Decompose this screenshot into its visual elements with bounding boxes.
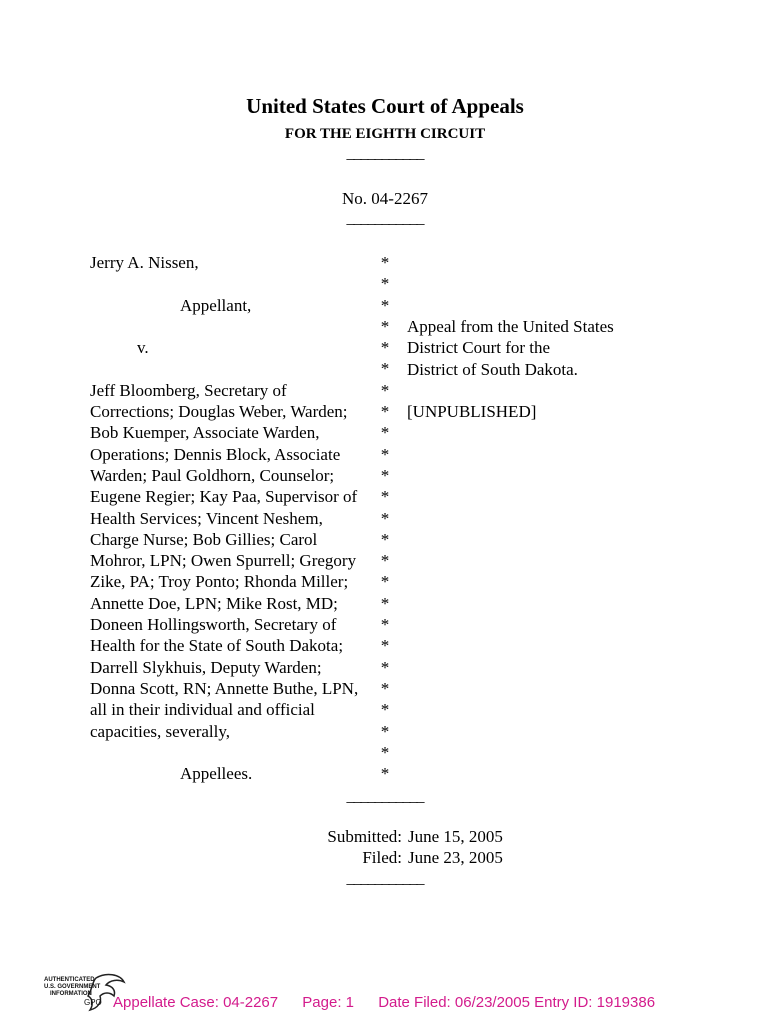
footer-date-filed: Date Filed: 06/23/2005 Entry ID: 1919386 [378,994,656,1011]
unpublished-label: [UNPUBLISHED] [407,402,537,422]
caption-versus: v. [137,338,149,358]
caption-star: * [380,700,390,720]
caption-role: Appellees. [180,764,253,784]
logo-gpo-mark: GPO [84,998,102,1007]
caption-line: Health for the State of South Dakota; [90,636,344,656]
divider-rule: ___________ [346,145,424,162]
appeal-line [407,380,614,401]
caption-line [90,742,358,763]
ecf-footer [113,994,675,1011]
caption-role: Appellant, [180,295,252,315]
appeal-line: District of South Dakota. [407,359,578,379]
divider-rule: ___________ [346,210,424,227]
caption-line: Bob Kuemper, Associate Warden, [90,423,320,443]
caption-line: Warden; Paul Goldhorn, Counselor; [90,465,335,485]
caption-line: Eugene Regier; Kay Paa, Supervisor of [90,487,358,507]
caption-star: * [380,423,390,443]
caption-star: * [380,274,390,294]
caption-star: * [380,657,390,677]
caption-star: * [380,721,390,741]
divider-rule: ___________ [346,870,424,887]
filing-dates [0,826,770,869]
caption-star-column [380,252,390,784]
caption-star: * [380,593,390,613]
caption-star: * [380,338,390,358]
caption-line: Darrell Slykhuis, Deputy Warden; [90,657,322,677]
caption-star: * [380,465,390,485]
caption-star: * [380,615,390,635]
caption-star: * [380,402,390,422]
appeal-info [407,316,614,422]
caption-line [90,316,358,337]
caption-star: * [380,316,390,336]
caption-star: * [380,253,390,272]
caption-line [90,358,358,379]
caption-line: Jerry A. Nissen, [90,253,199,272]
caption-line: Corrections; Douglas Weber, Warden; [90,402,348,422]
logo-line: AUTHENTICATED [44,977,95,983]
party-caption [90,252,358,784]
filed-label: Filed: [362,848,402,868]
caption-line: Annette Doe, LPN; Mike Rost, MD; [90,593,338,613]
caption-star: * [380,529,390,549]
circuit-subtitle: FOR THE EIGHTH CIRCUIT [284,126,486,142]
footer-page: Page: 1 [302,994,355,1011]
caption-star: * [380,487,390,507]
appeal-line: District Court for the [407,338,551,358]
caption-star: * [380,572,390,592]
caption-line: Operations; Dennis Block, Associate [90,444,341,464]
caption-line: Health Services; Vincent Neshem, [90,508,323,528]
caption-star: * [380,444,390,464]
caption-star: * [380,359,390,379]
footer-case-number: Appellate Case: 04-2267 [113,994,279,1011]
submitted-label: Submitted: [327,827,402,846]
caption-star: * [380,551,390,571]
caption-star: * [380,508,390,528]
court-title: United States Court of Appeals [246,94,524,118]
caption-star: * [380,764,390,784]
caption-line: Zike, PA; Troy Ponto; Rhonda Miller; [90,572,349,592]
caption-star: * [380,380,390,400]
logo-line: INFORMATION [50,991,92,997]
caption-star: * [380,636,390,656]
caption-line: all in their individual and official [90,700,315,720]
caption-line: Doneen Hollingsworth, Secretary of [90,615,337,635]
caption-star: * [380,678,390,698]
docket-number: No. 04-2267 [342,189,428,208]
appeal-line: Appeal from the United States [407,317,614,336]
caption-star: * [380,742,390,762]
filed-date: June 23, 2005 [408,848,503,868]
caption-line: Charge Nurse; Bob Gillies; Carol [90,529,318,549]
submitted-date: June 15, 2005 [408,827,503,846]
logo-line: U.S. GOVERNMENT [44,984,101,990]
caption-star: * [380,295,390,315]
caption-line: capacities, severally, [90,721,231,741]
caption-line: Donna Scott, RN; Annette Buthe, LPN, [90,678,359,698]
caption-line [90,273,358,294]
caption-line: Mohror, LPN; Owen Spurrell; Gregory [90,551,357,571]
divider-rule: ___________ [346,788,424,805]
caption-line: Jeff Bloomberg, Secretary of [90,380,287,400]
